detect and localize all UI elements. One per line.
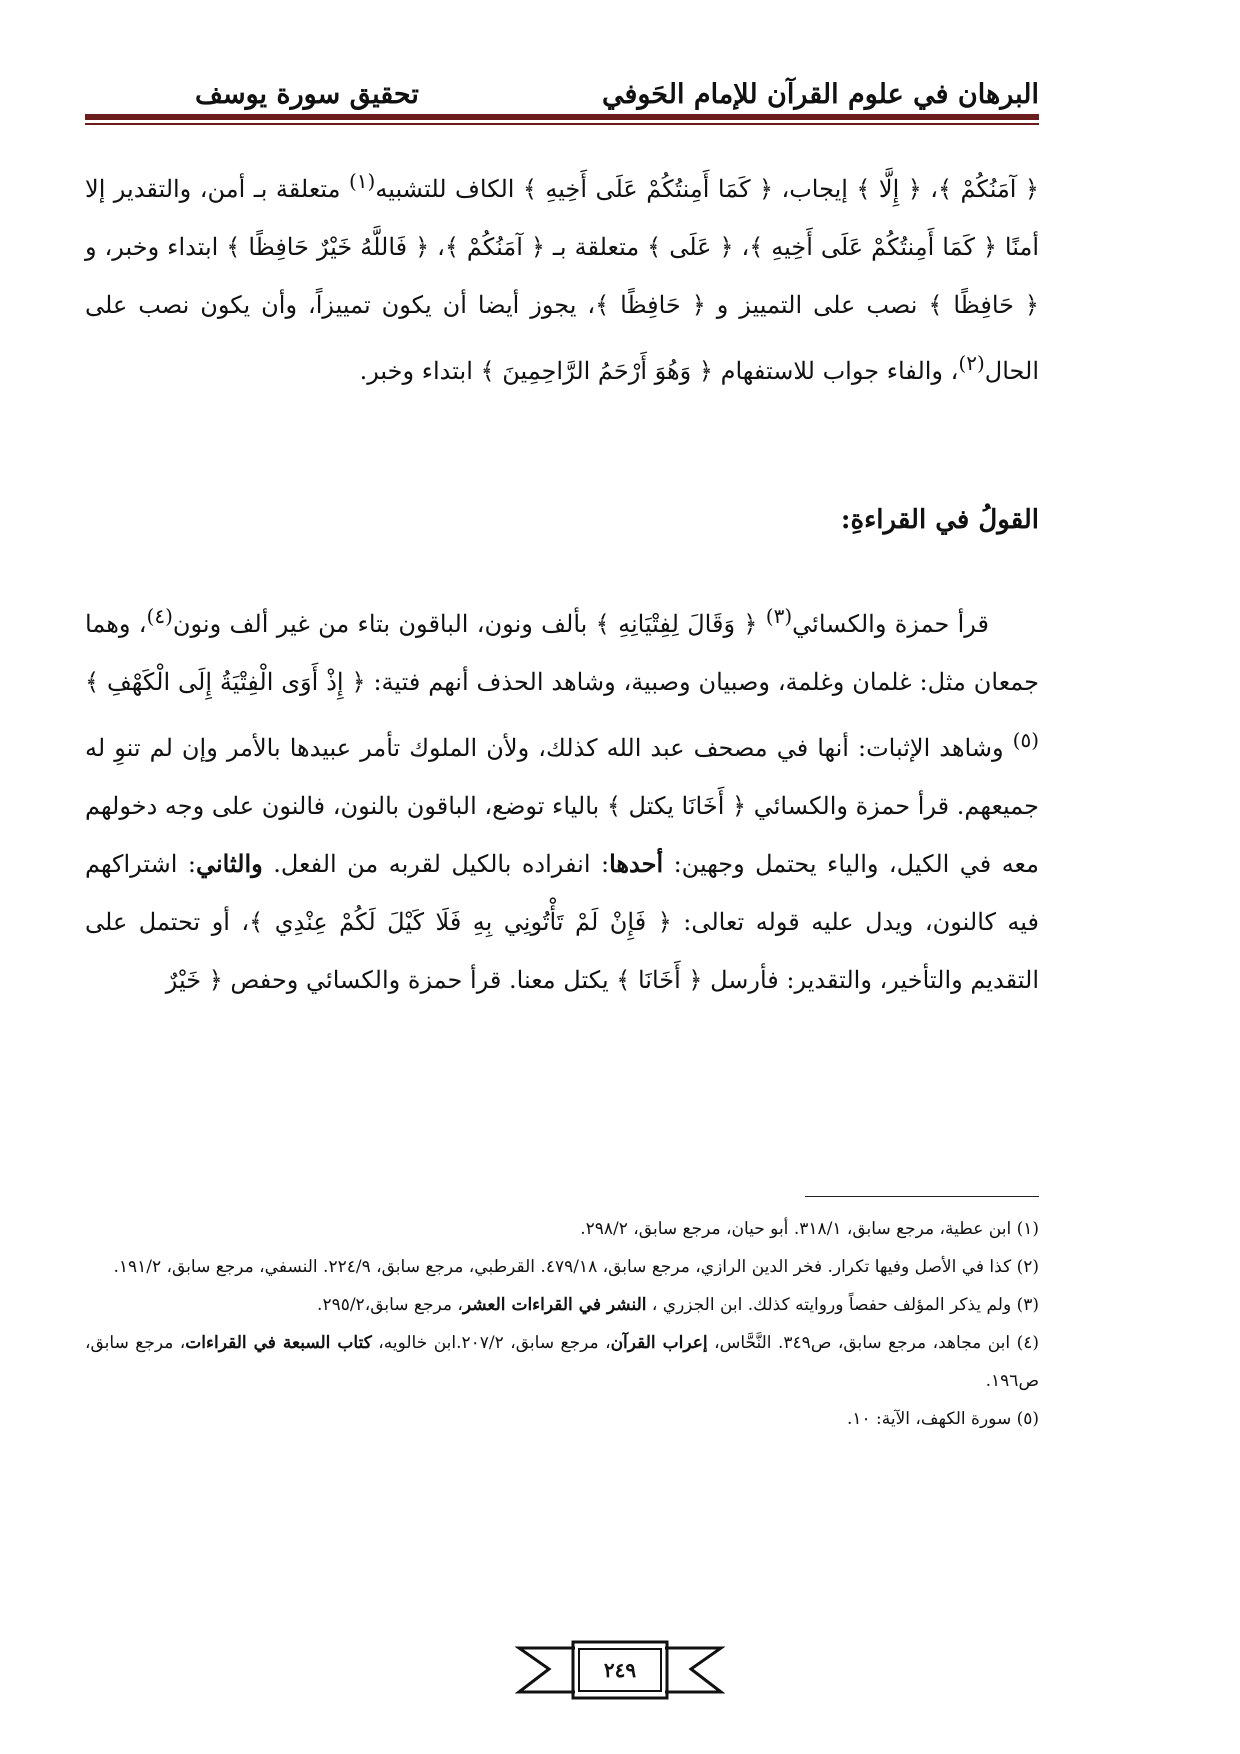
fn4-text-b: ، مرجع سابق، ٢٠٧/٢.ابن خالويه، [371,1333,611,1353]
fn3-text-b: ، مرجع سابق،٢٩٥/٢. [317,1295,463,1315]
header-rule-thin [85,123,1039,125]
footnote-ref-4: (٤) [146,604,173,628]
footnote-3 [85,1286,1039,1324]
p2-text-c: ، وهما جمعان مثل: غلمان وغلمة، وصبيان وصبية، وشاهد الحذف أنهم فتية: ﴿ إِذْ أَوَى الْفِتْيَةُ إِلَى الْكَهْفِ ﴾ [85,610,1039,696]
first-label: أحدها [609,849,664,878]
section-title: تحقيق سورة يوسف [195,78,419,110]
footnote-1: (١) ابن عطية، مرجع سابق، ٣١٨/١. أبو حيان، مرجع سابق، ٢٩٨/٢. [580,1219,1039,1239]
p1-text-c: ، والفاء جواب للاستفهام ﴿ وَهُوَ أَرْحَمُ الرَّاحِمِينَ ﴾ ابتداء وخبر. [359,357,959,385]
fn4-text-c: ، مرجع سابق، ص١٩٦. [85,1333,1039,1391]
fn3-text-a: (٣) ولم يذكر المؤلف حفصاً وروايته كذلك. ابن الجزري ، [646,1295,1039,1315]
p2-text-f: : اشتراكهم فيه كالنون، ويدل عليه قوله تعالى: ﴿ فَإِنْ لَمْ تَأْتُونِي بِهِ فَلَا كَيْلَ لَكُمْ عِنْدِي ﴾، أو تحتمل على التقديم والتأخير، والتقدير: فأرسل ﴿ أَخَانَا ﴾ يكتل معنا. قرأ حمزة والكسائي وحفص ﴿ خَيْرٌ [85,850,1039,994]
fn4-book-title-1: إعراب القرآن [610,1333,708,1353]
paragraph-readings [85,587,1039,1009]
footnote-ref-5: (٥) [1012,728,1039,752]
p1-text-b: متعلقة بـ أمن، والتقدير إلا أمنًا ﴿ كَمَا أَمِنتُكُمْ عَلَى أَخِيهِ ﴾، ﴿ عَلَى ﴾ متعلقة بـ ﴿ آمَنُكُمْ ﴾، ﴿ فَاللَّهُ خَيْرٌ حَافِظًا ﴾ ابتداء وخبر، و ﴿ حَافِظًا ﴾ نصب على التمييز و ﴿ حَافِظًا ﴾، يجوز أيضا أن يكون تمييزاً، وأن يكون نصب على الحال [85,175,1039,385]
running-header [85,72,1039,116]
p2-text-d: وشاهد الإثبات: أنها في مصحف عبد الله كذلك، ولأن الملوك تأمر عبيدها بالأمر وإن لم تنوِ له جميعهم. قرأ حمزة والكسائي ﴿ أَخَانَا يكتل ﴾ بالياء توضع، الباقون بالنون، فالنون على وجه دخولهم معه في الكيل، والياء يحتمل وجهين: [85,734,1039,878]
fn3-book-title: النشر في القراءات العشر [462,1295,647,1315]
paragraph-grammar [85,152,1039,400]
footnotes [85,1210,1039,1438]
second-label: والثاني [195,849,263,878]
footnote-2: (٢) كذا في الأصل وفيها تكرار. فخر الدين الرازي، مرجع سابق، ٤٧٩/١٨. القرطبي، مرجع سابق، ٢٢٤/٩. النسفي، مرجع سابق، ١٩١/٢. [113,1257,1039,1277]
fn4-text-a: (٤) ابن مجاهد، مرجع سابق، ص٣٤٩. النَّحَّاس، [707,1333,1040,1353]
reading-heading: القولُ في القراءةِ: [840,505,1039,535]
p1-text-a: ﴿ آمَنُكُمْ ﴾، ﴿ إِلَّا ﴾ إيجاب، ﴿ كَمَا أَمِنتُكُمْ عَلَى أَخِيهِ ﴾ الكاف للتشبيه [375,175,1039,203]
footnote-ref-2: (٢) [958,351,985,375]
footnote-ref-3: (٣) [765,604,793,628]
p2-text-e: : انفراده بالكيل لقربه من الفعل. [262,850,610,878]
footnote-4 [85,1324,1039,1400]
p2-text-a: قرأ حمزة والكسائي [792,610,990,638]
book-title: البرهان في علوم القرآن للإمام الحَوفي [601,78,1039,110]
fn4-book-title-2: كتاب السبعة في القراءات [185,1333,372,1353]
header-rule-thick [85,114,1039,120]
footnote-5: (٥) سورة الكهف، الآية: ١٠. [846,1409,1039,1429]
p2-text-b: ﴿ وَقَالَ لِفِتْيَانِهِ ﴾ بألف ونون، الباقون بتاء من غير ألف ونون [172,610,766,638]
footnote-separator [805,1196,1039,1197]
page-number: ٢٤٩ [603,1658,637,1682]
footnote-ref-1: (١) [348,169,376,193]
